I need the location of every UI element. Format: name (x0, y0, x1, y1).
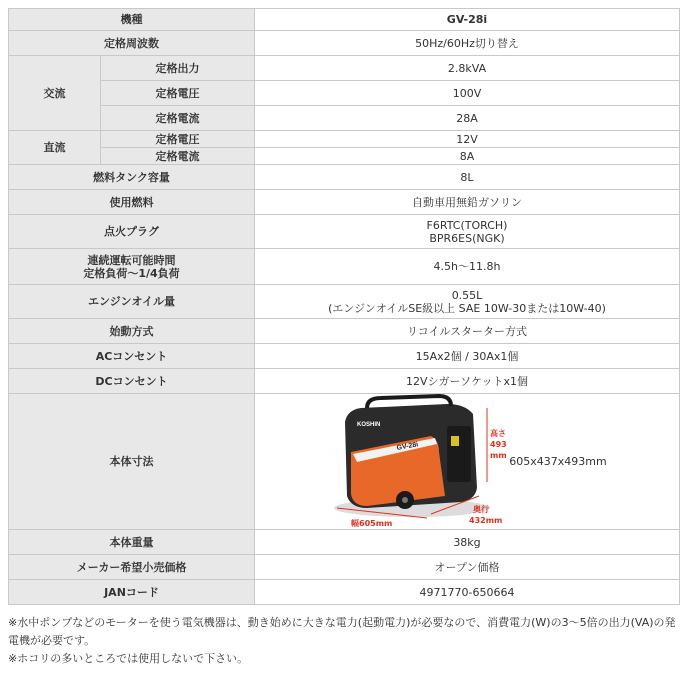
label-weight: 本体重量 (9, 530, 255, 555)
label-plug: 点火プラグ (9, 215, 255, 249)
label-ac-current: 定格電流 (101, 106, 255, 131)
label-runtime-line2: 定格負荷～1/4負荷 (83, 266, 180, 280)
row-plug (9, 215, 680, 249)
row-dc-current (9, 148, 680, 165)
generator-wheel-hub (402, 497, 408, 503)
row-runtime (9, 249, 680, 285)
product-figure (259, 395, 675, 529)
row-dc-outlet (9, 369, 680, 394)
value-ac-outlet: 15Ax2個 / 30Ax1個 (255, 344, 680, 369)
value-oil-line1: 0.55L (451, 288, 483, 302)
row-weight (9, 530, 680, 555)
row-frequency (9, 31, 680, 56)
value-plug-line2: BPR6ES(NGK) (429, 231, 505, 245)
label-frequency: 定格周波数 (9, 31, 255, 56)
label-jan: JANコード (9, 580, 255, 605)
row-ac-voltage (9, 81, 680, 106)
generator-image (327, 396, 505, 528)
label-dc-voltage: 定格電圧 (101, 131, 255, 148)
value-jan: 4971770-650664 (255, 580, 680, 605)
row-price (9, 555, 680, 580)
value-fuel: 自動車用無鉛ガソリン (255, 190, 680, 215)
value-price: オープン価格 (255, 555, 680, 580)
row-start (9, 319, 680, 344)
label-runtime (9, 249, 255, 285)
label-fuel: 使用燃料 (9, 190, 255, 215)
row-dimensions (9, 394, 680, 530)
depth-label: 奥行 (473, 504, 490, 514)
generator-front-panel (447, 426, 471, 482)
value-dc-current: 8A (255, 148, 680, 165)
generator-model-text: GV-28i (396, 440, 420, 452)
label-ac-voltage: 定格電圧 (101, 81, 255, 106)
label-ac-group: 交流 (9, 56, 101, 131)
value-ac-voltage: 100V (255, 81, 680, 106)
value-dc-outlet: 12Vシガーソケットx1個 (255, 369, 680, 394)
generator-logo: KOSHIN (357, 421, 381, 428)
label-runtime-line1: 連続運転可能時間 (87, 253, 176, 267)
generator-outlet (451, 436, 459, 446)
row-tank (9, 165, 680, 190)
value-start: リコイルスターター方式 (255, 319, 680, 344)
value-dc-voltage: 12V (255, 131, 680, 148)
label-dimensions: 本体寸法 (9, 394, 255, 530)
row-model (9, 9, 680, 31)
value-model: GV-28i (255, 9, 680, 31)
label-price: メーカー希望小売価格 (9, 555, 255, 580)
row-dc-voltage (9, 131, 680, 148)
height-unit: mm (490, 450, 507, 460)
value-runtime: 4.5h～11.8h (255, 249, 680, 285)
depth-value: 432mm (469, 515, 503, 525)
note-power: ※水中ポンプなどのモーターを使う電気機器は、動き始めに大きな電力(起動電力)が必要なので、消費電力(W)の3～5倍の出力(VA)の発電機が必要です。 (8, 616, 676, 647)
label-dc-outlet: DCコンセント (9, 369, 255, 394)
height-value: 493 (490, 439, 507, 449)
value-dimensions (255, 394, 680, 530)
height-label: 高さ (490, 428, 507, 438)
row-fuel (9, 190, 680, 215)
label-tank: 燃料タンク容量 (9, 165, 255, 190)
label-dc-current: 定格電流 (101, 148, 255, 165)
row-ac-current (9, 106, 680, 131)
width-label: 幅605mm (351, 518, 393, 528)
row-oil (9, 285, 680, 319)
spec-table (8, 8, 680, 605)
value-ac-current: 28A (255, 106, 680, 131)
value-frequency: 50Hz/60Hz切り替え (255, 31, 680, 56)
label-oil: エンジンオイル量 (9, 285, 255, 319)
dimensions-text: 605x437x493mm (509, 455, 607, 468)
value-plug (255, 215, 680, 249)
label-start: 始動方式 (9, 319, 255, 344)
value-plug-line1: F6RTC(TORCH) (426, 218, 508, 232)
value-oil (255, 285, 680, 319)
label-dc-group: 直流 (9, 131, 101, 165)
row-ac-outlet (9, 344, 680, 369)
notes (8, 614, 680, 668)
value-weight: 38kg (255, 530, 680, 555)
value-oil-line2: (エンジンオイルSE級以上 SAE 10W-30または10W-40) (328, 301, 606, 315)
row-ac-output (9, 56, 680, 81)
row-jan (9, 580, 680, 605)
value-tank: 8L (255, 165, 680, 190)
value-ac-output: 2.8kVA (255, 56, 680, 81)
label-model: 機種 (9, 9, 255, 31)
label-ac-outlet: ACコンセント (9, 344, 255, 369)
label-ac-output: 定格出力 (101, 56, 255, 81)
note-dust: ※ホコリの多いところでは使用しないで下さい。 (8, 652, 249, 665)
